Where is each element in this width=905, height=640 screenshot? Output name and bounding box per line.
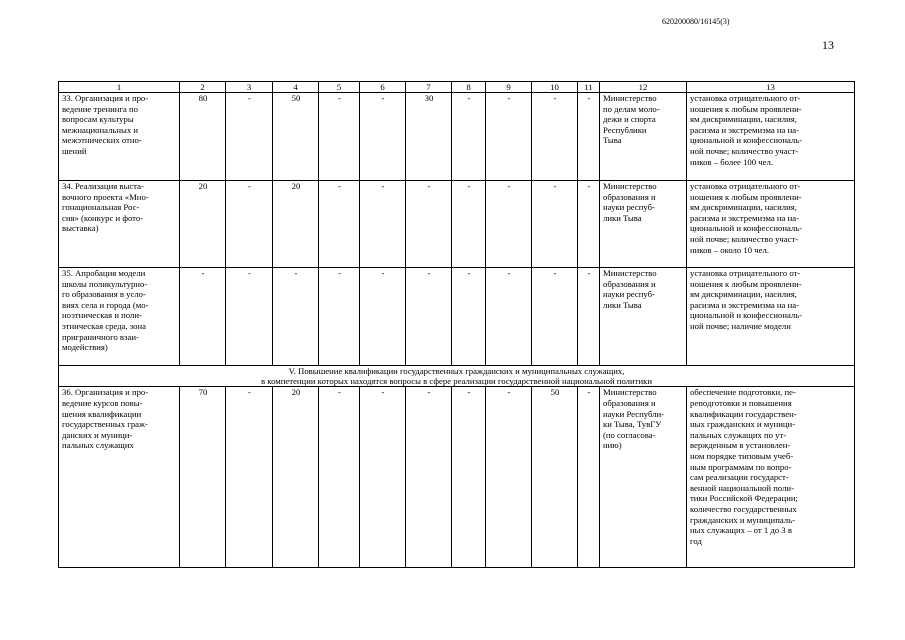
- executor-cell: Министерство образования и науки респуб- лики Тыва: [600, 181, 687, 268]
- value-cell: -: [532, 181, 578, 268]
- value-cell: -: [486, 387, 532, 568]
- value-cell: -: [319, 268, 360, 366]
- column-header: 11: [578, 82, 600, 93]
- value-cell: -: [226, 387, 273, 568]
- activity-cell: 34. Реализация выста- вочного проекта «Мно- гонациональная Рос- сия» (конкурс и фото- выставка): [59, 181, 180, 268]
- value-cell: -: [319, 387, 360, 568]
- table-row: [59, 387, 855, 568]
- value-cell: -: [486, 268, 532, 366]
- value-cell: -: [532, 268, 578, 366]
- column-header: 5: [319, 82, 360, 93]
- column-header: 8: [452, 82, 486, 93]
- column-header: 4: [273, 82, 319, 93]
- value-cell: -: [406, 387, 452, 568]
- activity-cell: 35. Апробация модели школы поликультурно- го образования в усло- виях села и города (мо- ноэтническая и поли- этническая среда, зона приграничного взаи- модействия): [59, 268, 180, 366]
- column-header: 12: [600, 82, 687, 93]
- executor-cell: Министерство по делам моло- дежи и спорта Республики Тыва: [600, 93, 687, 181]
- value-cell: -: [532, 93, 578, 181]
- value-cell: -: [360, 387, 406, 568]
- header-row: [59, 82, 855, 93]
- value-cell: -: [273, 268, 319, 366]
- value-cell: 50: [273, 93, 319, 181]
- value-cell: -: [226, 93, 273, 181]
- activity-cell: 33. Организация и про- ведение тренинга по вопросам культуры межнациональных и межэтнических отно- шений: [59, 93, 180, 181]
- value-cell: -: [319, 181, 360, 268]
- value-cell: 80: [180, 93, 226, 181]
- section-heading: V. Повышение квалификации государственных гражданских и муниципальных служащих, в компетенции которых находятся вопросы в сфере реализации государственной национальной политики: [59, 366, 855, 387]
- value-cell: -: [406, 268, 452, 366]
- value-cell: 30: [406, 93, 452, 181]
- result-cell: установка отрицательного от- ношения к любым проявлени- ям дискриминации, насилия, расизма и экстремизма на на- циональной и конфессиональ- ной почве; количество участ- ников – более 100 чел.: [687, 93, 855, 181]
- page-number: 13: [822, 38, 834, 52]
- value-cell: -: [319, 93, 360, 181]
- value-cell: 20: [273, 387, 319, 568]
- value-cell: -: [406, 181, 452, 268]
- value-cell: -: [360, 181, 406, 268]
- value-cell: 50: [532, 387, 578, 568]
- value-cell: -: [226, 268, 273, 366]
- value-cell: 20: [273, 181, 319, 268]
- column-header: 10: [532, 82, 578, 93]
- value-cell: -: [486, 181, 532, 268]
- column-header: 13: [687, 82, 855, 93]
- value-cell: -: [452, 181, 486, 268]
- table-row: [59, 93, 855, 181]
- value-cell: -: [578, 181, 600, 268]
- value-cell: 70: [180, 387, 226, 568]
- value-cell: -: [578, 387, 600, 568]
- table-body: [59, 93, 855, 568]
- value-cell: -: [452, 93, 486, 181]
- table-row: [59, 181, 855, 268]
- result-cell: установка отрицательного от- ношения к любым проявлени- ям дискриминации, насилия, расизма и экстремизма на на- циональной и конфессиональ- ной почве; количество участ- ников – около 10 чел.: [687, 181, 855, 268]
- executor-cell: Министерство образования и науки респуб- лики Тыва: [600, 268, 687, 366]
- executor-cell: Министерство образования и науки Республи- ки Тыва, ТувГУ (по согласова- нию): [600, 387, 687, 568]
- value-cell: -: [486, 93, 532, 181]
- table-row: [59, 268, 855, 366]
- value-cell: -: [578, 268, 600, 366]
- activity-table: [58, 81, 855, 568]
- value-cell: -: [578, 93, 600, 181]
- result-cell: установка отрицательного от- ношения к любым проявлени- ям дискриминации, насилия, расизма и экстремизма на на- циональной и конфессиональ- ной почве; наличие модели: [687, 268, 855, 366]
- column-header: 6: [360, 82, 406, 93]
- column-header: 2: [180, 82, 226, 93]
- document-code: 620200080/16145(3): [662, 17, 730, 26]
- value-cell: -: [360, 268, 406, 366]
- column-header: 3: [226, 82, 273, 93]
- result-cell: обеспечение подготовки, пе- реподготовки и повышения квалификации государствен- ных гражданских и муници- пальных служащих по ут- вержденным в установлен- ном порядке типовым учеб- ным программам по вопро- сам реализации государст- венной национальной поли- тики Российской Федерации; количество государственных гражданских и муниципаль- ных служащих – от 1 до 3 в год: [687, 387, 855, 568]
- value-cell: -: [452, 387, 486, 568]
- value-cell: -: [226, 181, 273, 268]
- column-header: 9: [486, 82, 532, 93]
- activity-cell: 36. Организация и про- ведение курсов повы- шения квалификации государственных граж- данских и муници- пальных служащих: [59, 387, 180, 568]
- column-header: 1: [59, 82, 180, 93]
- value-cell: -: [452, 268, 486, 366]
- section-heading-row: [59, 366, 855, 387]
- column-header: 7: [406, 82, 452, 93]
- value-cell: 20: [180, 181, 226, 268]
- value-cell: -: [360, 93, 406, 181]
- value-cell: -: [180, 268, 226, 366]
